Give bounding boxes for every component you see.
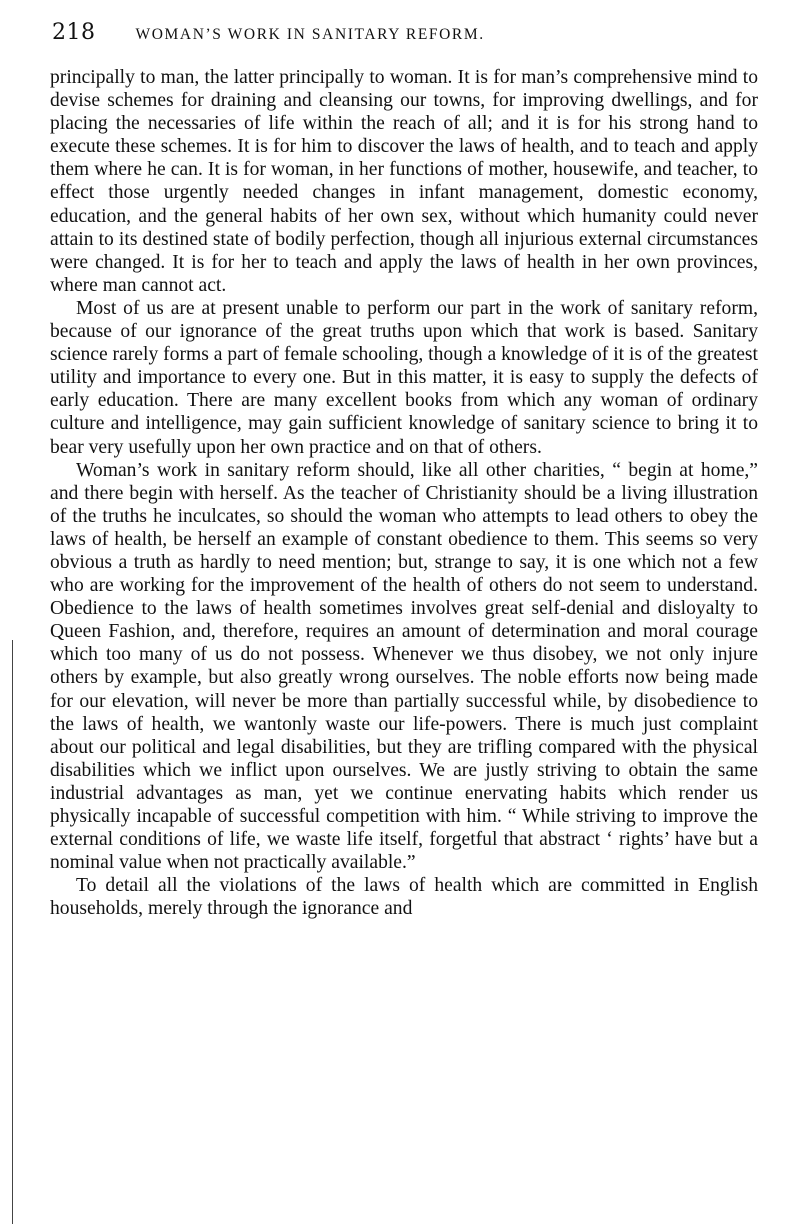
paragraph: Most of us are at present unable to perform our part in the work of sanitary reform, because of our ignorance of the great truths upon which that work is based. Sanitary science rarely forms a part of female schooling, though a knowledge of it is of the greatest utility and importance to every one. But in this matter, it is easy to supply the defects of early education. There are many excellent books from which any woman of ordinary culture and intelligence, may gain sufficient knowledge of sanitary science to bring it to bear very usefully upon her own practice and on that of others. xyxy=(50,297,758,458)
paragraph: Woman’s work in sanitary reform should, like all other charities, “ begin at home,” and there begin with herself. As the teacher of Christianity should be a living illustration of the truths he inculcates, so should the woman who attempts to lead others to obey the laws of health, be herself an example of constant obedience to them. This seems so very obvious a truth as hardly to need mention; but, strange to say, it is one which not a few who are working for the improvement of the health of others do not seem to understand. Obedience to the laws of health sometimes involves great self-denial and disloyalty to Queen Fashion, and, therefore, requires an amount of determination and moral courage which too many of us do not possess. Whenever we thus disobey, we not only injure others by example, but also greatly wrong ourselves. The noble efforts now being made for our elevation, will never be more than partially successful while, by disobedience to the laws of health, we wantonly waste our life-powers. There is much just complaint about our political and legal disabilities, but they are trifling compared with the physical disabilities which we inflict upon ourselves. We are justly striving to obtain the same industrial advantages as man, yet we continue enervating habits which render us physically incapable of successful competition with him. “ While striving to improve the external conditions of life, we waste life itself, forgetful that abstract ‘ rights’ have but a nominal value when not practically available.” xyxy=(50,459,758,874)
page-header xyxy=(52,20,762,52)
running-title: WOMAN’S WORK IN SANITARY REFORM. xyxy=(135,26,485,43)
body-text xyxy=(50,66,758,920)
paragraph: To detail all the violations of the laws of health which are committed in English households, merely through the ignorance and xyxy=(50,875,758,920)
margin-rule-line xyxy=(12,640,13,1224)
page-number: 218 xyxy=(52,20,96,45)
paragraph-continued: principally to man, the latter principally to woman. It is for man’s comprehensive mind to devise schemes for draining and cleansing our towns, for improving dwellings, and for placing the necessaries of life within the reach of all; and it is for his strong hand to execute these schemes. It is for him to discover the laws of health, and to teach and apply them where he can. It is for woman, in her functions of mother, housewife, and teacher, to effect those urgently needed changes in infant management, domestic economy, education, and the general habits of her own sex, without which humanity could never attain to its destined state of bodily perfection, though all injurious external circumstances were changed. It is for her to teach and apply the laws of health in her own provinces, where man cannot act. xyxy=(50,67,758,296)
